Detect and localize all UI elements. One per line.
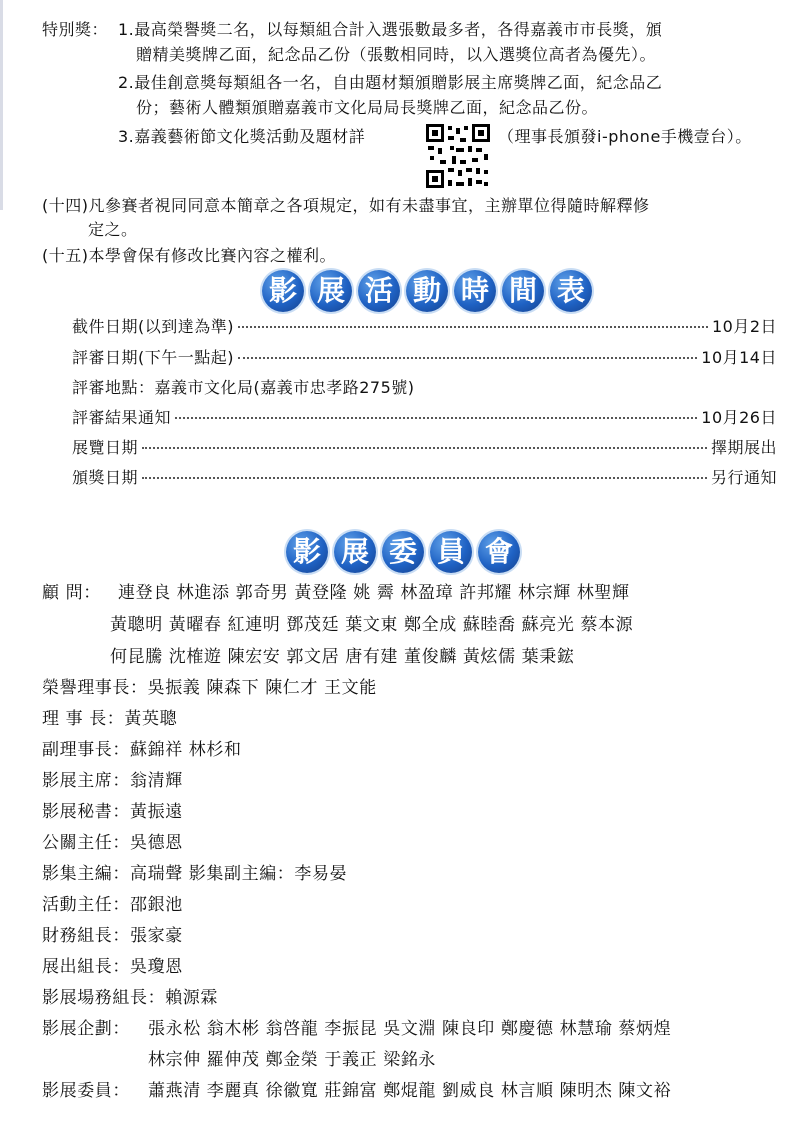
- planning-line-2: 林宗伸 羅伸茂 鄭金榮 于義正 梁銘永: [148, 1050, 437, 1070]
- finance-head: 財務組長：張家豪: [42, 926, 183, 946]
- schedule-row-deadline: [72, 317, 777, 337]
- schedule-value: 擇期展出: [710, 438, 777, 457]
- rule-14-line-2: 定之。: [88, 220, 138, 239]
- banner-char: 員: [430, 531, 472, 573]
- banner-char: 活: [358, 270, 400, 312]
- leader-dots: [238, 357, 697, 359]
- award-item-3-line-2: （理事長頒發i-phone手機壹台）。: [498, 127, 752, 146]
- banner-char: 影: [262, 270, 304, 312]
- schedule-label: 評審日期(下午一點起): [72, 348, 234, 367]
- banner-char: 間: [502, 270, 544, 312]
- vice-chair: 副理事長：蘇錦祥 林杉和: [42, 740, 242, 760]
- schedule-row-judging-venue: [72, 378, 777, 398]
- chair: 理 事 長：黃英聰: [42, 709, 178, 729]
- schedule-label: 評審地點：嘉義市文化局(嘉義市忠孝路275號): [72, 378, 415, 397]
- activity-director: 活動主任：邵銀池: [42, 895, 183, 915]
- schedule-label: 評審結果通知: [72, 408, 172, 427]
- exhibition-chair: 影展主席：翁清輝: [42, 771, 183, 791]
- page-edge-mark: [0, 0, 3, 210]
- album-editor: 影集主編：高瑞聲 影集副主編：李易晏: [42, 864, 348, 884]
- banner-char: 時: [454, 270, 496, 312]
- schedule-value: 10月14日: [701, 348, 777, 367]
- venue-head: 影展場務組長：賴源霖: [42, 988, 218, 1008]
- secretary: 影展秘書：黃振遠: [42, 802, 183, 822]
- advisors-line-1: 連登良 林進添 郭奇男 黃登隆 姚 霽 林盈璋 許邦耀 林宗輝 林聖輝: [118, 583, 630, 603]
- banner-char: 表: [550, 270, 592, 312]
- committee-banner: [286, 531, 520, 573]
- award-item-1-line-1: 1.最高榮譽獎二名，以每類組合計入選張數最多者，各得嘉義市市長獎，頒: [118, 20, 663, 39]
- award-item-1-line-2: 贈精美獎牌乙面，紀念品乙份（張數相同時，以入選獎位高者為優先）。: [136, 45, 657, 64]
- banner-char: 動: [406, 270, 448, 312]
- qr-code-icon[interactable]: [426, 124, 490, 188]
- leader-dots: [142, 447, 707, 449]
- schedule-value: 10月26日: [701, 408, 777, 427]
- schedule-row-exhibition: [72, 438, 777, 458]
- special-awards-label: 特別獎：: [42, 20, 109, 39]
- advisors-label: 顧 問：: [42, 583, 101, 603]
- banner-char: 委: [382, 531, 424, 573]
- award-item-2-line-2: 份；藝術人體類頒贈嘉義市文化局局長獎牌乙面，紀念品乙份。: [136, 98, 599, 117]
- schedule-value: 10月2日: [711, 317, 777, 336]
- leader-dots: [175, 417, 697, 419]
- leader-dots: [238, 326, 708, 328]
- award-item-3-line-1: 3.嘉義藝術節文化獎活動及題材詳: [118, 127, 366, 146]
- rule-15: (十五)本學會保有修改比賽內容之權利。: [42, 246, 336, 265]
- schedule-row-award: [72, 468, 777, 488]
- schedule-label: 展覽日期: [72, 438, 139, 457]
- rule-14-line-1: (十四)凡參賽者視同同意本簡章之各項規定，如有未盡事宜，主辦單位得隨時解釋修: [42, 196, 650, 215]
- schedule-row-judging-date: [72, 348, 777, 368]
- schedule-banner: [262, 270, 592, 312]
- planning-line-1: 張永松 翁木彬 翁啓龍 李振昆 吳文淵 陳良印 鄭慶德 林慧瑜 蔡炳煌: [148, 1019, 672, 1039]
- honorary-chair: 榮譽理事長：吳振義 陳森下 陳仁才 王文能: [42, 678, 377, 698]
- banner-char: 展: [310, 270, 352, 312]
- members-line-1: 蕭燕清 李麗真 徐徽寬 莊錦富 鄭焜龍 劉威良 林言順 陳明杰 陳文裕: [148, 1081, 672, 1101]
- planning-label: 影展企劃：: [42, 1019, 130, 1039]
- members-label: 影展委員：: [42, 1081, 130, 1101]
- leader-dots: [142, 477, 707, 479]
- advisors-line-3: 何昆騰 沈榷遊 陳宏安 郭文居 唐有建 董俊麟 黃炫儒 葉秉鋐: [110, 647, 575, 667]
- award-item-2-line-1: 2.最佳創意獎每類組各一名，自由題材類頒贈影展主席獎牌乙面，紀念品乙: [118, 73, 663, 92]
- banner-char: 影: [286, 531, 328, 573]
- advisors-line-2: 黃聰明 黃曜春 紅連明 鄧茂廷 葉文東 鄭全成 蘇睦喬 蘇亮光 蔡本源: [110, 615, 634, 635]
- schedule-row-results: [72, 408, 777, 428]
- schedule-value: 另行通知: [710, 468, 777, 487]
- banner-char: 展: [334, 531, 376, 573]
- public-relations: 公關主任：吳德恩: [42, 833, 183, 853]
- display-head: 展出組長：吳瓊恩: [42, 957, 183, 977]
- schedule-label: 截件日期(以到達為準): [72, 317, 234, 336]
- schedule-label: 頒獎日期: [72, 468, 139, 487]
- banner-char: 會: [478, 531, 520, 573]
